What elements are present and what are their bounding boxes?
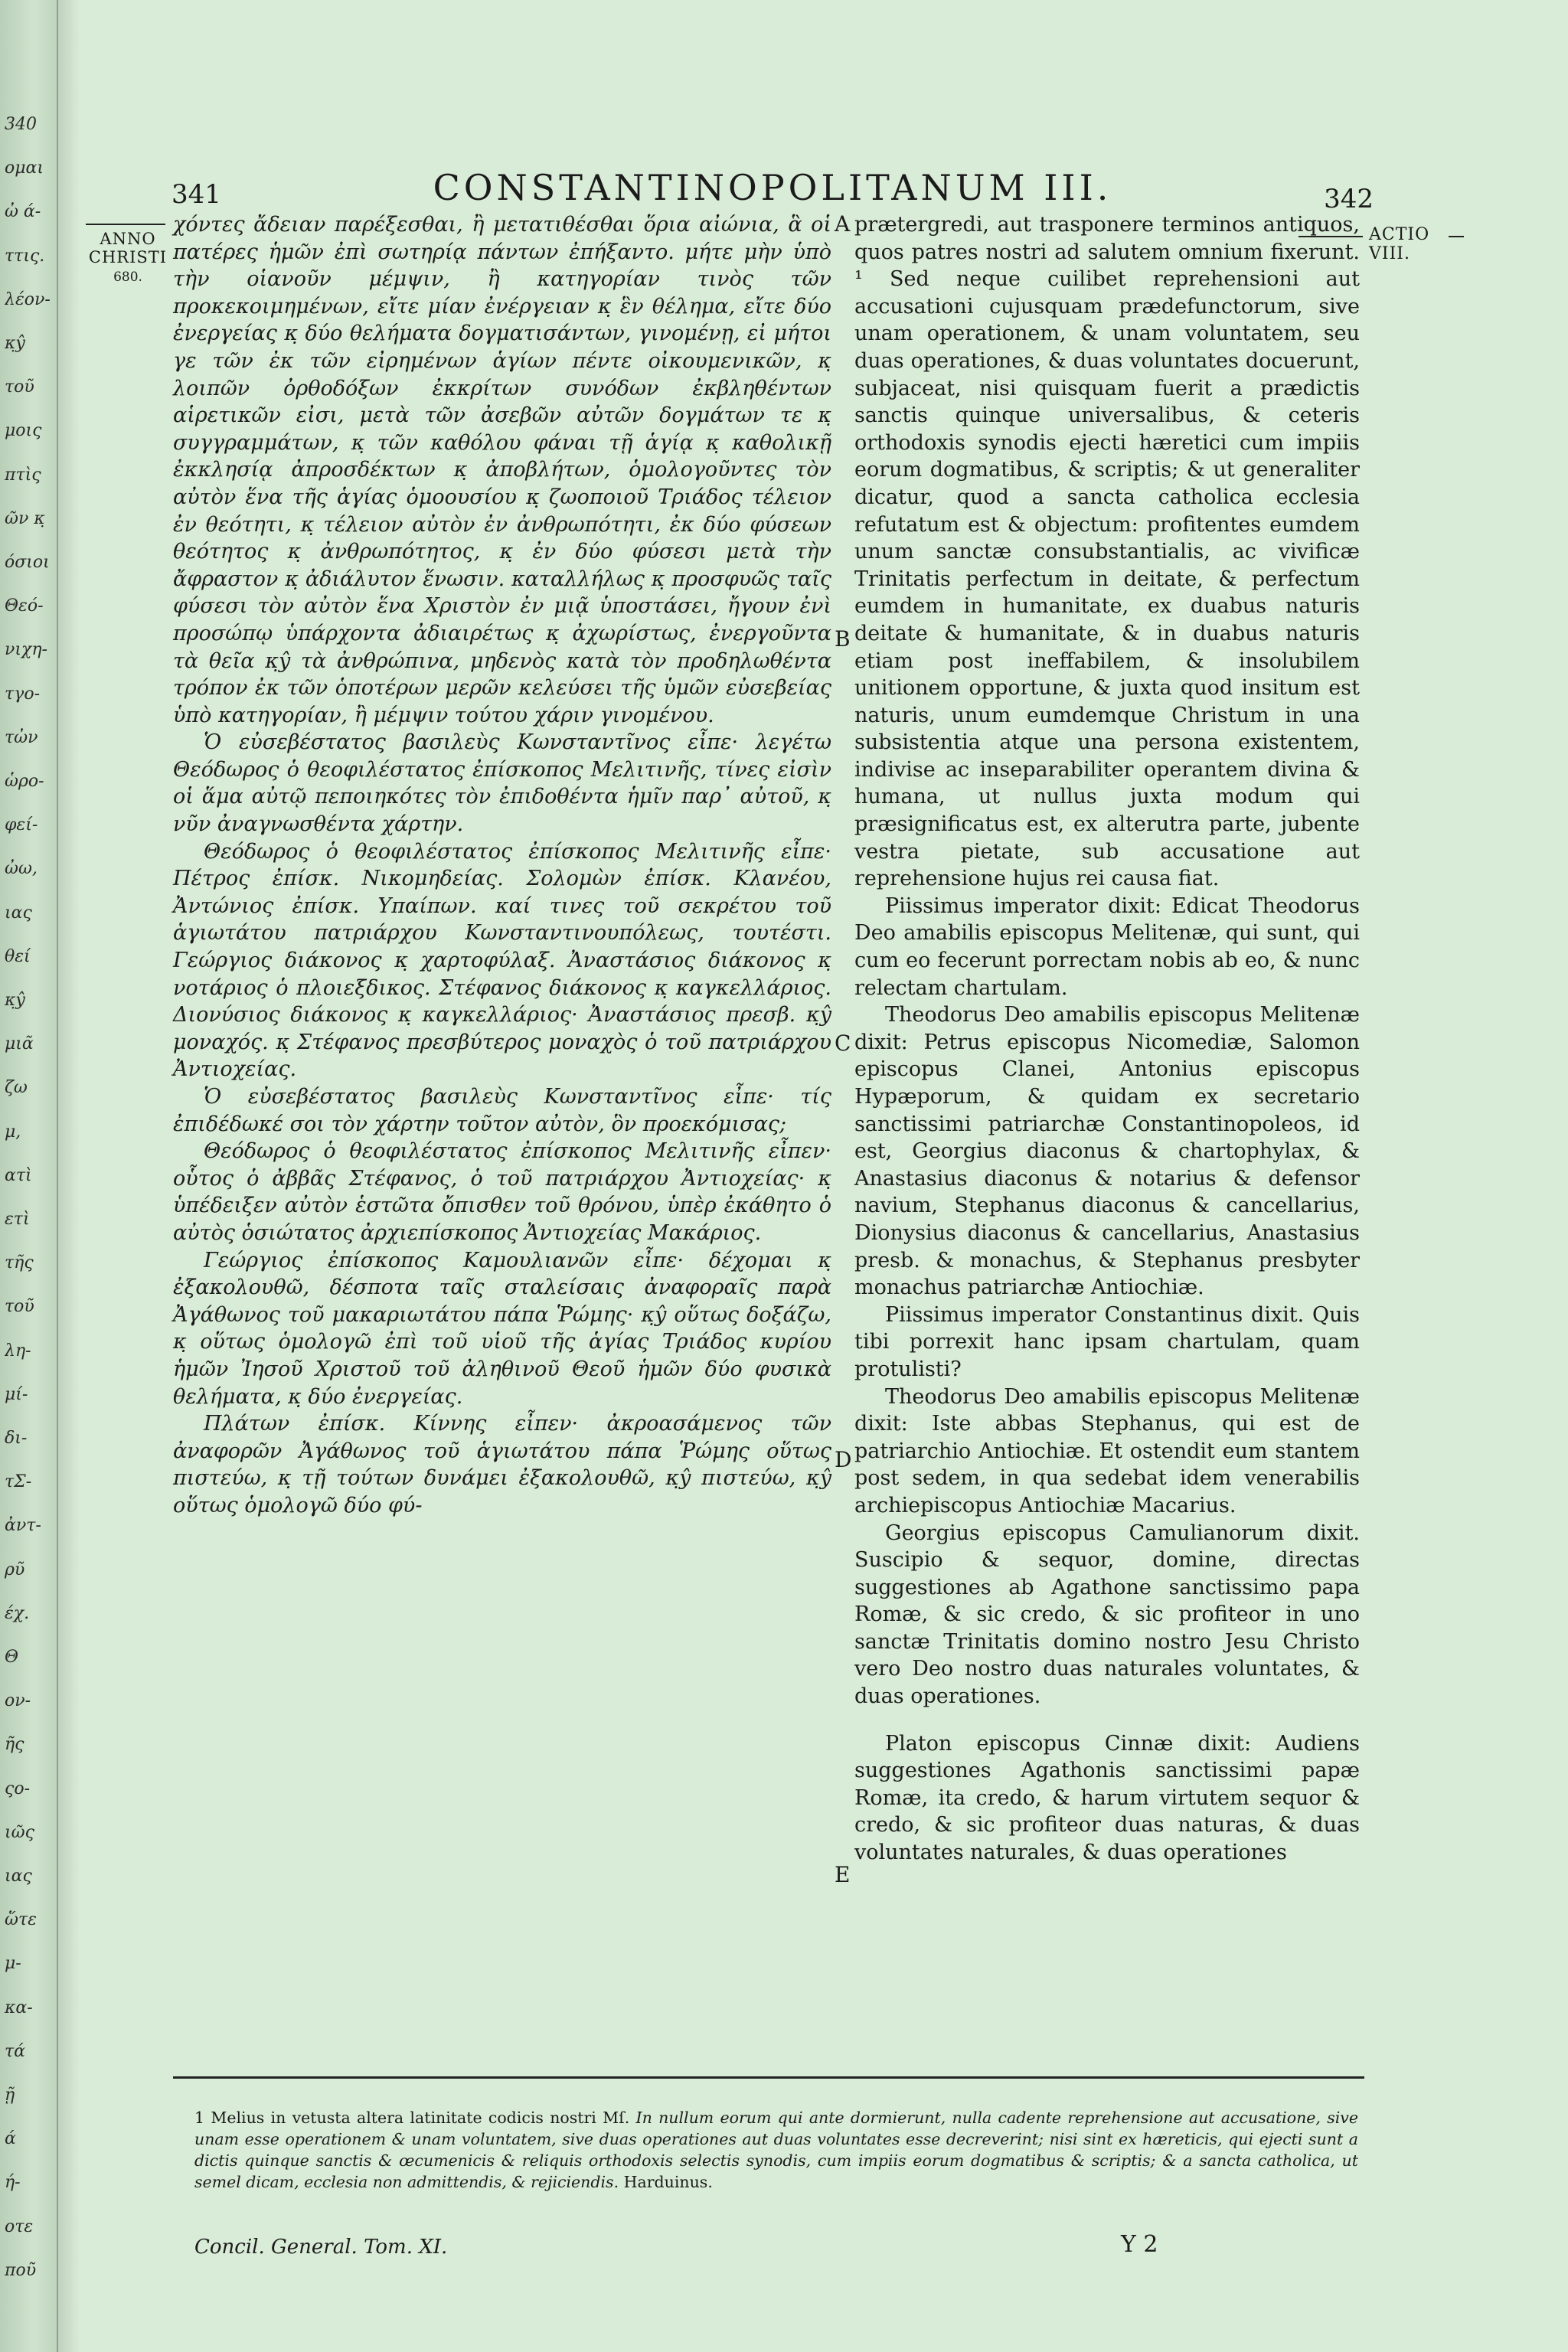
gutter-fragment: ά	[5, 2129, 16, 2149]
gutter-fragment: ττις.	[5, 246, 45, 266]
greek-paragraph: Ὁ εὐσεβέστατος βασιλεὺς Κωνσταντῖνος εἶπε· τίς ἐπιδέδωκέ σοι τὸν χάρτην τοῦτον αὐτὸν, ὃν προεκόμισας;	[173, 1085, 831, 1136]
running-head	[172, 167, 1374, 214]
section-letter-c: C	[835, 1031, 851, 1056]
margin-label-actio: ACTIO VIII.	[1369, 225, 1430, 263]
margin-label-christi: CHRISTI	[88, 248, 168, 266]
footnote-quotation: In nullum eorum qui ante dormierunt, nulla cadente reprehensione aut accusatione, sive unam esse operationem & unam voluntatem, sive duas operationes aut duas voluntates esse decreverint; nisi sint ex hæreticis, qui ejecti sunt a dictis quinque sanctis & œcumenicis & reliquis orthodoxis selectis synodis, cum impiis eorum dogmatibus & scriptis; & a sancta catholica, ut semel dicam, ecclesia non admittendis, & rejiciendis.	[194, 2109, 1358, 2191]
gutter-fragment: ῶν κ̣	[5, 508, 45, 528]
margin-label-anno: ANNO	[100, 230, 156, 248]
facing-page-gutter	[0, 0, 58, 2352]
gutter-fragment: ζω	[5, 1078, 28, 1098]
gutter-fragment: ον-	[5, 1691, 31, 1711]
book-fold-shadow	[57, 0, 80, 2352]
gutter-fragment: Θ	[5, 1648, 19, 1667]
margin-rule	[1449, 236, 1464, 237]
gutter-fragment: τΣ-	[5, 1472, 32, 1492]
greek-paragraph: Ὁ εὐσεβέστατος βασιλεὺς Κωνσταντῖνος εἶπε· λεγέτω Θεόδωρος ὁ θεοφιλέστατος ἐπίσκοπος Μελιτινῆς, τίνες εἰσὶν οἱ ἅμα αὐτῷ πεποιηκότες τὸν ἐπιδοθέντα ἡμῖν παρ᾽ αὐτοῦ, κ̣ νῦν ἀναγνωσθέντα χάρτην.	[173, 730, 831, 837]
gutter-fragment: ιῶς	[5, 1822, 34, 1842]
latin-paragraph: Theodorus Deo amabilis episcopus Melitenæ dixit: Petrus episcopus Nicomediæ, Salomon episcopus Clanei, Antonius episcopus Hypæporum, & quidam ex secretario sanctissimi patriarchæ Constantinopoleos, id est, Georgius diaconus & chartophylax, & Anastasius diaconus & notarius & defensor navium, Stephanus diaconus & cancellarius, Dionysius diaconus & cancellarius, Anastasius presb. & monachus, & Stephanus presbyter monachus patriarchæ Antiochiæ.	[854, 1003, 1360, 1300]
gutter-fragment: ετὶ	[5, 1210, 30, 1229]
gutter-fragment: νιχη-	[5, 640, 47, 660]
gutter-fragment: ιας	[5, 1867, 32, 1886]
gathering-mark: Y 2	[1121, 2231, 1158, 2258]
latin-column	[854, 211, 1360, 1867]
gutter-fragment: φεί-	[5, 815, 38, 835]
gutter-fragment: τὦν	[5, 727, 38, 747]
latin-paragraph: Piissimus imperator dixit: Edicat Theodorus Deo amabilis episcopus Melitenæ, qui sunt, qui cum eo fecerunt porrectam nobis ab eo, & nunc relectam chartulam.	[854, 893, 1360, 1000]
gutter-fragment: ὦω,	[5, 859, 38, 879]
latin-paragraph: Piissimus imperator Constantinus dixit. Quis tibi porrexit hanc ipsam chartulam, quam protulisti?	[854, 1302, 1360, 1381]
footnote-marker: 1	[194, 2109, 205, 2127]
gutter-fragment: τοῦ	[5, 1297, 34, 1317]
section-letter-b: B	[835, 626, 851, 652]
gutter-fragment: τῆς	[5, 1253, 34, 1273]
gutter-fragment: λέον-	[5, 289, 51, 309]
section-letter-d: D	[835, 1447, 852, 1472]
book-page	[80, 0, 1568, 2352]
footnote-signoff: Harduinus.	[623, 2173, 713, 2191]
greek-paragraph: Πλάτων ἐπίσκ. Κίννης εἶπεν· ἀκροασάμενος τῶν ἀναφορῶν Ἀγάθωνος τοῦ ἁγιωτάτου πάπα Ῥώμης οὕτως πιστεύω, κ̣ τῇ τούτων δυνάμει ἐξακολουθῶ, κ̣ŷ πιστεύω, κ̣ŷ οὕτως ὁμολογῶ δύο φύ-	[173, 1412, 831, 1517]
section-letter-a: A	[835, 211, 851, 237]
gutter-fragment: ιας	[5, 903, 32, 923]
gutter-fragment: 340	[5, 115, 37, 134]
gutter-fragment: ῆς	[5, 1735, 24, 1755]
gutter-fragment: οτε	[5, 2216, 34, 2236]
gutter-fragment: ἀντ-	[5, 1516, 41, 1536]
gutter-fragment: ὦ ά-	[5, 202, 41, 222]
greek-paragraph: χόντες ἄδειαν παρέξεσθαι, ἢ μετατιθέσθαι ὅρια αἰώνια, ἃ οἱ πατέρες ἡμῶν ἐπὶ σωτηρίᾳ πάντων ἐπήξαντο. μήτε μὴν ὑπὸ τὴν οἱανοῦν μέμψιν, ἢ κατηγορίαν τινὸς τῶν προκεκοιμημένων, εἴτε μίαν ἐνέργειαν κ̣ ἓν θέλημα, εἴτε δύο ἐνεργείας κ̣ δύο θελήματα δογματισάντων, γινομένῃ, εἰ μήτοι γε τῶν ἐκ τῶν εἰρημένων ἁγίων πέντε οἰκουμενικῶν, κ̣ λοιπῶν ὀρθοδόξων ἐκκρίτων συνόδων ἐκβληθέντων αἱρετικῶν εἰσι, μετὰ τῶν ἀσεβῶν αὐτῶν δογμάτων τε κ̣ συγγραμμάτων, κ̣ τῶν καθόλου φάναι τῇ ἁγίᾳ κ̣ καθολικῇ ἐκκλησίᾳ ἀπροσδέκτων κ̣ ἀποβλήτων, ὁμολογοῦντες τὸν αὐτὸν ἕνα τῆς ἁγίας ὁμοουσίου κ̣ ζωοποιοῦ Τριάδος τέλειον ἐν θεότητι, κ̣ τέλειον αὐτὸν ἐν ἀνθρωπότητι, ἐκ δύο φύσεων θεότητος κ̣ ἀνθρωπότητος, κ̣ ἐν δύο φύσεσι μετὰ τὴν ἄφραστον κ̣ ἀδιάλυτον ἕνωσιν. καταλλήλως κ̣ προσφυῶς ταῖς φύσεσι τὸν αὐτὸν ἕνα Χριστὸν ἐν μιᾷ ὑποστάσει, ἤγουν ἐνὶ προσώπῳ ὑπάρχοντα ἀδιαιρέτως κ̣ ἀχωρίστως, ἐνεργοῦντα τὰ θεῖα κ̣ŷ τὰ ἀνθρώπινα, μηδενὸς κατὰ τὸν προδηλωθέντα τρόπον ἐκ τῶν ὁποτέρων μερῶν κελεύσει τῆς ὑμῶν εὐσεβείας ὑπὸ κατηγορίαν, ἢ μέμψιν τούτου χάριν γινομένου.	[173, 213, 831, 727]
latin-paragraph: Georgius episcopus Camulianorum dixit. Suscipio & sequor, domine, directas suggestiones ab Agathone sanctissimo papa Romæ, & sic credo, & sic profiteor in uno sanctæ Trinitatis domino nostro Jesu Christo vero Deo nostro duas naturales voluntates, & duas operationes.	[854, 1521, 1360, 1709]
gutter-fragment: ὡρο-	[5, 772, 44, 791]
gutter-fragment: δι-	[5, 1429, 28, 1448]
greek-paragraph: Θεόδωρος ὁ θεοφιλέστατος ἐπίσκοπος Μελιτινῆς εἶπεν· οὗτος ὁ ἀββᾶς Στέφανος, ὁ τοῦ πατριάρχου Ἀντιοχείας· κ̣ ὑπέδειξεν αὐτὸν ἑστῶτα ὄπισθεν τοῦ θρόνου, ὑπὲρ ἐκάθητο ὁ αὐτὸς ὁσιώτατος ἀρχιεπίσκοπος Ἀντιοχείας Μακάριος.	[173, 1139, 831, 1245]
gutter-fragment: μ,	[5, 1122, 21, 1142]
gutter-fragment: θεί	[5, 946, 31, 966]
gutter-fragment: ςο-	[5, 1779, 30, 1798]
gutter-fragment: μί-	[5, 1384, 28, 1404]
gutter-fragment: έχ.	[5, 1603, 30, 1623]
margin-year: 680.	[113, 270, 142, 285]
gutter-fragment: μιᾶ	[5, 1034, 34, 1054]
gutter-fragment: τοῦ	[5, 377, 34, 397]
footnote-divider	[173, 2076, 1364, 2079]
margin-rule	[86, 224, 165, 225]
latin-paragraph: Theodorus Deo amabilis episcopus Melitenæ dixit: Iste abbas Stephanus, qui est de patriarchio Antiochiæ. Et ostendit eum stantem post sedem, in qua sedebat idem venerabilis archiepiscopus Antiochiæ Macarius.	[854, 1384, 1360, 1517]
gutter-fragment: κ̣ŷ	[5, 334, 25, 353]
greek-column	[173, 211, 831, 1520]
gutter-fragment: Θεό-	[5, 596, 44, 616]
gutter-fragment: ομαι	[5, 158, 44, 178]
latin-paragraph: Platon episcopus Cinnæ dixit: Audiens suggestiones Agathonis sanctissimi papæ Romæ, ita credo, & harum virtutem sequor & credo, & sic profiteor duas naturas, & duas voluntates naturales, & duas operationes	[854, 1731, 1360, 1865]
gutter-fragment: μ-	[5, 1954, 21, 1974]
margin-note-year	[86, 224, 170, 285]
gutter-fragment: κ̣ŷ	[5, 991, 25, 1010]
greek-paragraph: Θεόδωρος ὁ θεοφιλέστατος ἐπίσκοπος Μελιτινῆς εἶπε· Πέτρος ἐπίσκ. Νικομηδείας. Σολομὼν ἐπίσκ. Κλανέου, Ἀντώνιος ἐπίσκ. Υπαίπων. καί τινες τοῦ σεκρέτου τοῦ ἁγιωτάτου πατριάρχου Κωνσταντινουπόλεως, τουτέστι. Γεώργιος διάκονος κ̣ χαρτοφύλαξ. Ἀναστάσιος διάκονος κ̣ νοτάριος ὁ πλοιεξδικος. Στέφανος διάκονος κ̣ καγκελλάριος. Διονύσιος διάκονος κ̣ καγκελλάριος· Ἀναστάσιος πρεσβ. κ̣ŷ μοναχός. κ̣ Στέφανος πρεσβύτερος μοναχὸς ὁ τοῦ πατριάρχου Ἀντιοχείας.	[173, 839, 831, 1082]
gutter-fragment: ῇ	[5, 2086, 15, 2105]
gutter-fragment: τά	[5, 2041, 26, 2061]
greek-paragraph: Γεώργιος ἐπίσκοπος Καμουλιανῶν εἶπε· δέχομαι κ̣ ἐξακολουθῶ, δέσποτα ταῖς σταλείσαις ἀναφοραῖς παρὰ Ἀγάθωνος τοῦ μακαριωτάτου πάπα Ῥώμης· κ̣ŷ οὕτως δοξάζω, κ̣ οὕτως ὁμολογῶ ἐπὶ τοῦ υἱοῦ τῆς ἁγίας Τριάδος κυρίου ἡμῶν Ἰησοῦ Χριστοῦ τοῦ ἀληθινοῦ Θεοῦ ἡμῶν δύο φυσικὰ θελήματα, κ̣ δύο ἐνεργείας.	[173, 1248, 831, 1409]
signature-mark: Concil. General. Tom. XI.	[194, 2236, 448, 2259]
page-number-right: 342	[1324, 184, 1374, 214]
footnote	[194, 2107, 1358, 2193]
gutter-fragment: ποῦ	[5, 2260, 37, 2280]
gutter-fragment: ὥτε	[5, 1910, 37, 1930]
latin-paragraph: prætergredi, aut trasponere terminos antiquos, quos patres nostri ad salutem omnium fixerunt. ¹ Sed neque cuilibet reprehensioni aut accusationi cujusquam prædefunctorum, sive unam operationem, & unam voluntatem, seu duas operationes, & duas voluntates docuerunt, subjaceat, nisi quisquam fuerit a prædictis sanctis quinque universalibus, & ceteris orthodoxis synodis ejecti hæretici cum impiis eorum dogmatibus, & scriptis; & ut generaliter dicatur, quod a sancta catholica ecclesia refutatum est & objectum: profitentes eumdem unum sanctæ consubstantialis, ac vivificæ Trinitatis perfectum in deitate, & perfectum eumdem in humanitate, ex duabus naturis deitate & humanitate, & in duabus naturis etiam post ineffabilem, & insolubilem unitionem opportune, & juxta quod insitum est naturis, unum eumdemque Christum in una subsistentia atque una persona existentem, indivise ac inseparabiliter operantem divina & humana, ut nullus juxta modum qui præsignificatus est, ex alterutra parte, jubente vestra pietate, sub accusatione aut reprehensione hujus rei causa fiat.	[854, 213, 1360, 891]
gutter-fragment: μοις	[5, 421, 42, 441]
gutter-fragment: πτὶς	[5, 465, 41, 485]
gutter-fragment: κα-	[5, 1998, 33, 2017]
gutter-fragment: ή-	[5, 2173, 21, 2193]
gutter-fragment: λη-	[5, 1341, 31, 1361]
gutter-fragment: ατὶ	[5, 1165, 32, 1185]
gutter-fragment: όσιοι	[5, 553, 50, 572]
section-letter-e: E	[835, 1862, 851, 1887]
page-number-left: 341	[172, 179, 221, 210]
footnote-text: Melius in vetusta altera latinitate codicis nostri Mſ.	[211, 2109, 630, 2127]
page-title: CONSTANTINOPOLITANUM III.	[433, 167, 1112, 208]
gutter-fragment: ρῦ	[5, 1560, 25, 1579]
gutter-fragment: τγο-	[5, 684, 40, 704]
